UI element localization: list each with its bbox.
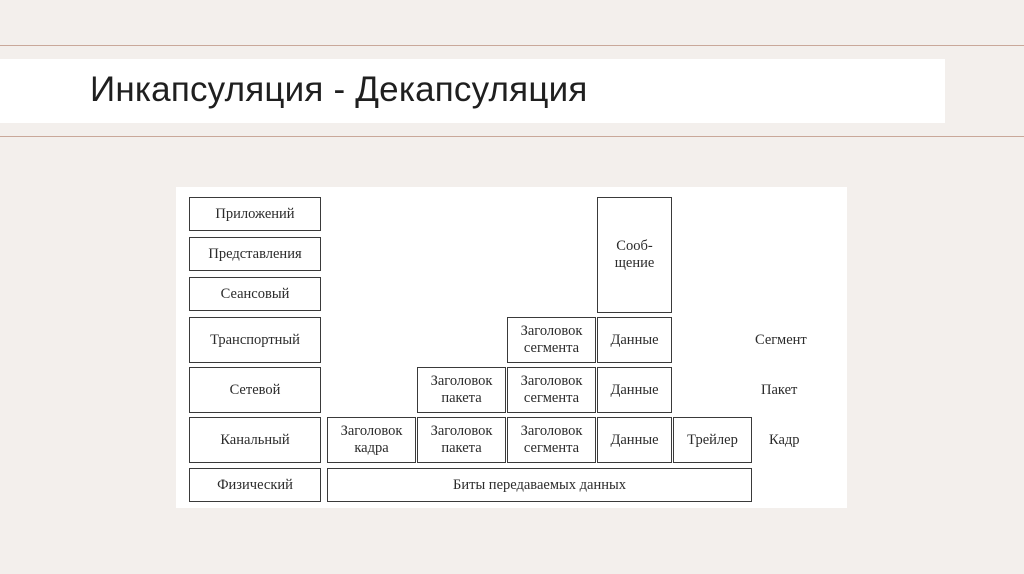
layer-presentation: Представления <box>189 237 321 271</box>
frame-data-block: Данные <box>597 417 672 463</box>
layer-transport: Транспортный <box>189 317 321 363</box>
frame-label: Кадр <box>769 432 800 448</box>
segment-header-block: Заголовок сегмента <box>507 317 596 363</box>
title-rule <box>0 136 1024 137</box>
layer-application: Приложений <box>189 197 321 231</box>
frame-trailer-block: Трейлер <box>673 417 752 463</box>
frame-segment-header-block: Заголовок сегмента <box>507 417 596 463</box>
layer-datalink: Канальный <box>189 417 321 463</box>
bits-block: Биты передаваемых данных <box>327 468 752 502</box>
segment-data-block: Данные <box>597 317 672 363</box>
packet-data-block: Данные <box>597 367 672 413</box>
packet-segment-header-block: Заголовок сегмента <box>507 367 596 413</box>
layer-physical: Физический <box>189 468 321 502</box>
slide-title: Инкапсуляция - Декапсуляция <box>90 70 588 109</box>
frame-header-block: Заголовок кадра <box>327 417 416 463</box>
layer-network: Сетевой <box>189 367 321 413</box>
frame-packet-header-block: Заголовок пакета <box>417 417 506 463</box>
packet-header-block: Заголовок пакета <box>417 367 506 413</box>
top-rule <box>0 45 1024 46</box>
layer-session: Сеансовый <box>189 277 321 311</box>
packet-label: Пакет <box>761 382 798 398</box>
segment-label: Сегмент <box>755 332 807 348</box>
message-block: Сооб- щение <box>597 197 672 313</box>
